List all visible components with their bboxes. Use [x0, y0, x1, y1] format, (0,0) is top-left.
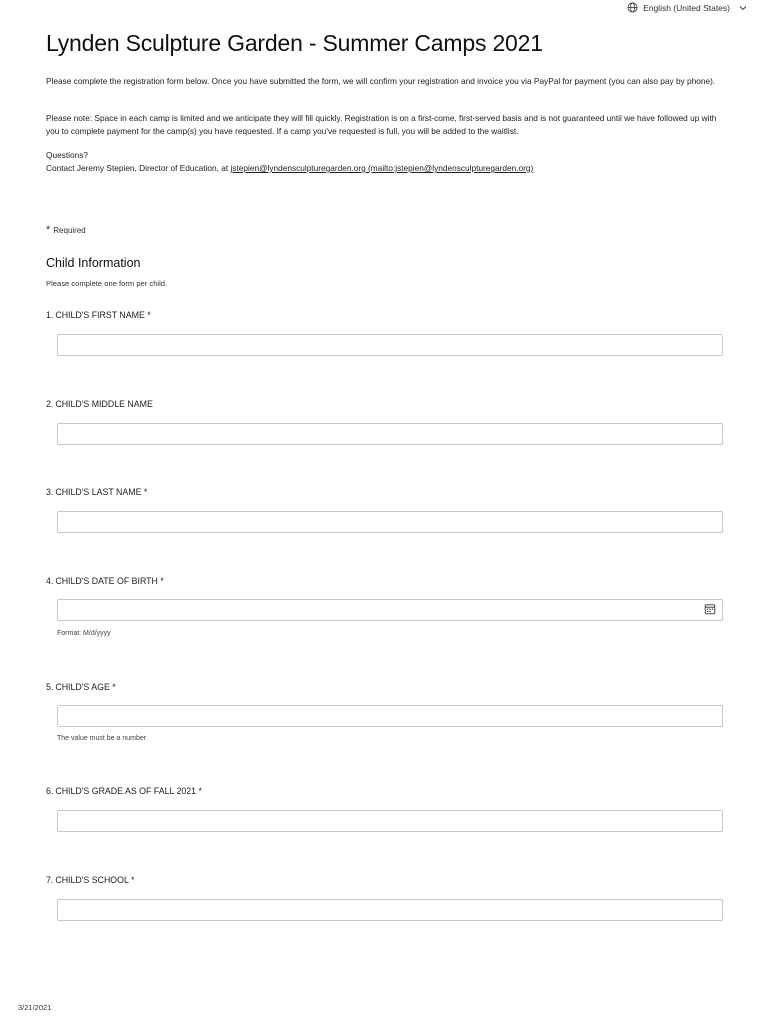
question-number: 4.: [46, 576, 54, 586]
question-number: 5.: [46, 682, 54, 692]
child-last-name-input[interactable]: [57, 511, 723, 533]
number-validation-hint: The value must be a number: [57, 735, 147, 742]
question-number: 6.: [46, 786, 54, 796]
question-number: 3.: [46, 487, 54, 497]
child-age-input[interactable]: [57, 705, 723, 727]
question-text: CHILD'S DATE OF BIRTH *: [55, 576, 164, 586]
date-format-hint: Format: M/d/yyyy: [57, 630, 111, 637]
question-text: CHILD'S SCHOOL *: [55, 875, 135, 885]
required-star: *: [46, 224, 51, 236]
question-4-label: [46, 576, 164, 586]
question-text: CHILD'S GRADE AS OF FALL 2021 *: [55, 786, 202, 796]
required-note: [46, 224, 86, 236]
language-label: English (United States): [643, 2, 730, 13]
child-grade-input[interactable]: [57, 810, 723, 832]
chevron-down-icon: [738, 3, 748, 13]
form-description-2: Please note: Space in each camp is limited and we anticipate they will fill quickly. Registration is on a first-come, first-served basis and is not guaranteed until we have followed up with you to complete payment for the camp(s) you have requested. If a camp you've requested is full, you will be added to the waitlist.: [46, 113, 717, 136]
child-date-of-birth-input[interactable]: [57, 599, 723, 621]
question-number: 2.: [46, 399, 54, 409]
question-text: CHILD'S LAST NAME *: [55, 487, 148, 497]
contact-email-link[interactable]: jstepien@lyndensculpturegarden.org (mailto:jstepien@lyndensculpturegarden.org): [230, 163, 534, 173]
child-middle-name-input[interactable]: [57, 423, 723, 445]
form-description-1: Please complete the registration form below. Once you have submitted the form, we will confirm your registration and invoice you via PayPal for payment (you can also pay by phone).: [46, 76, 716, 86]
section-description: Please complete one form per child.: [46, 279, 168, 288]
contact-prefix: Contact Jeremy Stepien, Director of Education, at: [46, 163, 231, 173]
globe-icon: [627, 2, 638, 13]
question-5-label: [46, 682, 116, 692]
question-3-label: [46, 487, 147, 497]
required-label: Required: [53, 226, 86, 235]
form-title: Lynden Sculpture Garden - Summer Camps 2021: [46, 30, 543, 56]
questions-contact: [46, 149, 726, 175]
footer-date: 3/21/2021: [18, 1003, 52, 1012]
question-1-label: [46, 310, 151, 320]
child-first-name-input[interactable]: [57, 334, 723, 356]
question-number: 7.: [46, 875, 54, 885]
section-title: Child Information: [46, 256, 141, 270]
question-text: CHILD'S MIDDLE NAME: [55, 399, 153, 409]
questions-heading: Questions?: [46, 150, 88, 160]
calendar-icon[interactable]: [704, 603, 716, 615]
question-6-label: [46, 786, 202, 796]
child-school-input[interactable]: [57, 899, 723, 921]
language-selector[interactable]: [627, 2, 748, 13]
question-2-label: [46, 399, 153, 409]
question-text: CHILD'S FIRST NAME *: [55, 310, 151, 320]
question-7-label: [46, 875, 134, 885]
question-text: CHILD'S AGE *: [55, 682, 116, 692]
question-number: 1.: [46, 310, 54, 320]
